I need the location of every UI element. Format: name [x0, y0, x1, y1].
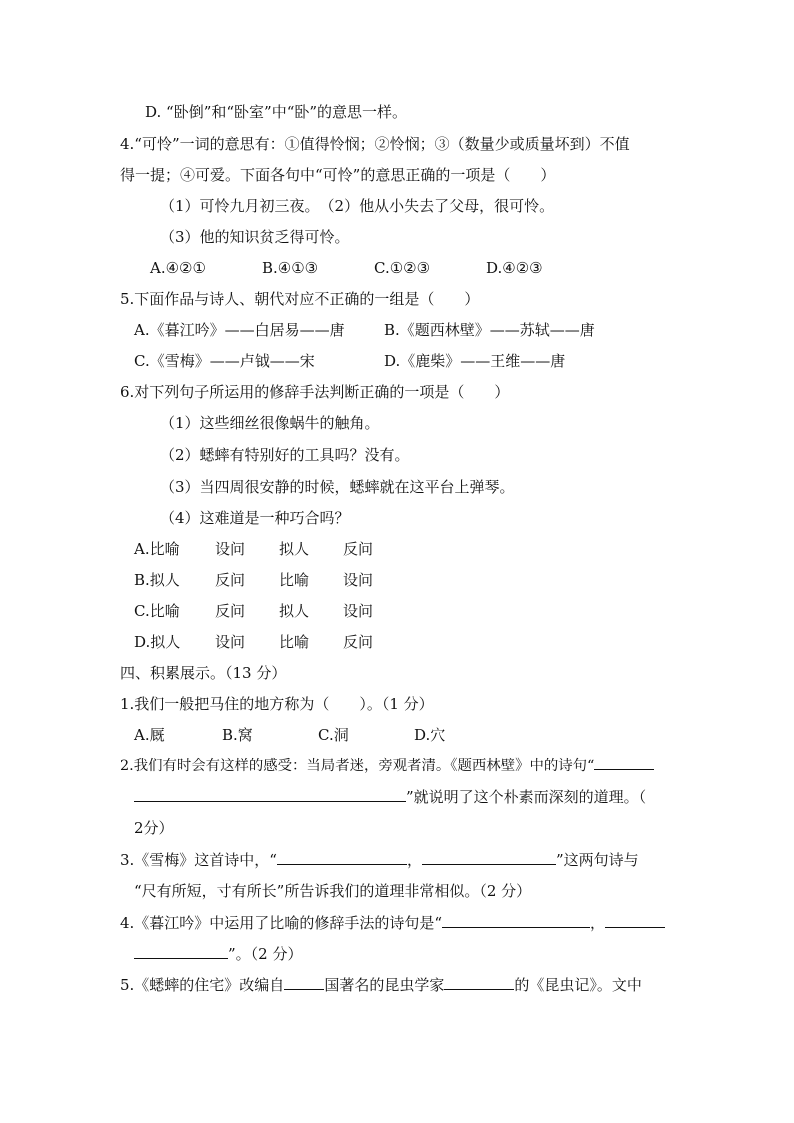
s4-q4-blank-2[interactable] [605, 913, 665, 928]
s4-q3-stem: 3.《雪梅》这首诗中，“ [120, 851, 277, 869]
s4-q2-points: 2分） [134, 819, 174, 837]
s4-q2-tail: ”就说明了这个朴素而深刻的道理。（ [406, 788, 647, 806]
s4-q3-line2: “尺有所短，寸有所长”所告诉我们的道理非常相似。（2 分） [134, 882, 532, 900]
s4-q2-blank-2[interactable] [134, 787, 406, 802]
s4-q5-blank-2[interactable] [444, 975, 514, 990]
q4-sentence-1-2: （1）可怜九月初三夜。 （2）他从小失去了父母，很可怜。 [160, 197, 555, 215]
q5-stem: 5.下面作品与诗人、朝代对应不正确的一组是（ ） [120, 290, 480, 308]
s4-q3-end: ”这两句诗与 [556, 851, 639, 869]
s4-q3-blank-1[interactable] [277, 850, 407, 865]
q6-option-d-1: D.拟人 [134, 633, 181, 651]
q4-option-d: D.④②③ [486, 259, 543, 277]
q3-option-d: D. “卧倒”和“卧室”中“卧”的意思一样。 [145, 103, 408, 121]
q6-option-b-3: 比喻 [279, 571, 310, 589]
s4-q5-blank-1[interactable] [284, 975, 324, 990]
s4-q1-option-b: B.窝 [222, 726, 253, 744]
s4-q2-stem: 2.我们有时会有这样的感受：当局者迷，旁观者清。《题西林壁》中的诗句“ [120, 758, 595, 774]
q4-option-b: B.④①③ [262, 259, 319, 277]
s4-q4-blank-1[interactable] [442, 913, 590, 928]
q6-option-d-3: 比喻 [279, 633, 310, 651]
q6-sentence-1: （1）这些细丝很像蜗牛的触角。 [160, 414, 380, 432]
s4-q4-comma: ， [589, 914, 605, 932]
q6-option-a-2: 设问 [215, 540, 246, 558]
s4-q4-blank-3[interactable] [134, 944, 228, 959]
q6-option-a-3: 拟人 [279, 540, 310, 558]
q6-stem: 6.对下列句子所运用的修辞手法判断正确的一项是（ ） [120, 383, 510, 401]
s4-q4-tail: ”。（2 分） [228, 945, 303, 963]
q6-option-c-3: 拟人 [279, 602, 310, 620]
s4-q4-line2 [134, 943, 302, 965]
q5-option-d: D.《鹿柴》——王维——唐 [384, 352, 566, 370]
q4-option-a: A.④②① [150, 259, 206, 277]
q5-option-a: A.《暮江吟》——白居易——唐 [134, 321, 345, 339]
q6-option-b-2: 反问 [215, 571, 246, 589]
s4-q1-option-c: C.洞 [318, 726, 349, 744]
q6-option-a-4: 反问 [343, 540, 374, 558]
s4-q4-line1 [120, 912, 665, 934]
q4-stem-line1: 4.“可怜”一词的意思有：①值得怜悯；②怜悯；③（数量少或质量坏到）不值 [120, 135, 630, 153]
s4-q2-line2 [134, 786, 646, 808]
s4-q5-tail: 的《昆虫记》。文中 [514, 976, 642, 994]
q6-option-b-1: B.拟人 [134, 571, 180, 589]
q6-option-d-4: 反问 [343, 633, 374, 651]
q5-option-b: B.《题西林壁》——苏轼——唐 [384, 321, 595, 339]
s4-q3-line1 [120, 849, 639, 871]
q6-option-c-2: 反问 [215, 602, 246, 620]
s4-q5-stem: 5.《蟋蟀的住宅》改编自 [120, 976, 285, 994]
q6-sentence-4: （4）这难道是一种巧合吗？ [160, 509, 350, 527]
s4-q4-stem: 4.《暮江吟》中运用了比喻的修辞手法的诗句是“ [120, 914, 442, 932]
q6-option-c-4: 设问 [343, 602, 374, 620]
s4-q5-line1 [120, 974, 642, 996]
q6-sentence-3: （3）当四周很安静的时候，蟋蟀就在这平台上弹琴。 [160, 478, 515, 496]
q6-option-b-4: 设问 [343, 571, 374, 589]
q6-option-c-1: C.比喻 [134, 602, 180, 620]
s4-q5-mid: 国著名的昆虫学家 [324, 976, 445, 994]
s4-q1-stem: 1.我们一般把马住的地方称为（ ）。（1 分） [120, 695, 434, 713]
s4-q3-blank-2[interactable] [422, 850, 556, 865]
q4-stem-line2: 得一提；④可爱。下面各句中“可怜”的意思正确的一项是（ ） [120, 166, 556, 184]
q4-option-c: C.①②③ [374, 259, 431, 277]
s4-q1-option-a: A.厩 [134, 726, 165, 744]
s4-q3-comma: ， [406, 851, 422, 869]
q6-sentence-2: （2）蟋蟀有特别好的工具吗？没有。 [160, 446, 410, 464]
q5-option-c: C.《雪梅》——卢钺——宋 [134, 352, 315, 370]
q6-option-d-2: 设问 [215, 633, 246, 651]
q6-option-a-1: A.比喻 [134, 540, 180, 558]
s4-q1-option-d: D.穴 [414, 726, 446, 744]
s4-q2-line1 [120, 755, 654, 777]
q4-sentence-3: （3）他的知识贫乏得可怜。 [160, 228, 350, 246]
section-4-title: 四、积累展示。（13 分） [120, 664, 287, 682]
s4-q2-blank-1[interactable] [594, 755, 654, 770]
